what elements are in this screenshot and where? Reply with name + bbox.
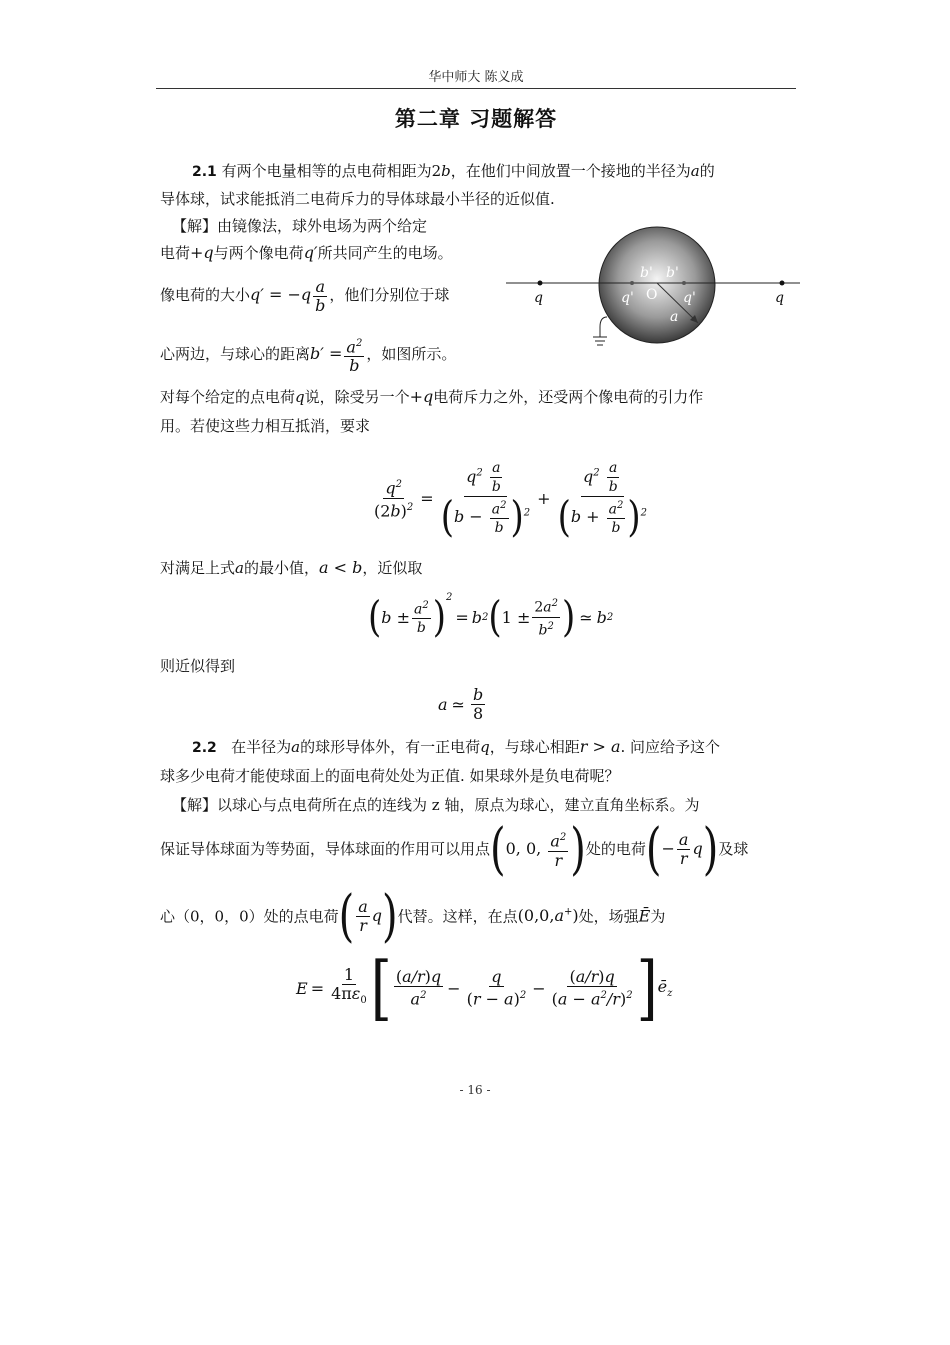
equation-result: a ≃ $\frac{b}{8}$ [438,684,484,723]
label-q-right: q [775,290,784,306]
equation-approximation: ( b ± $\frac{a^2}{b}$ ) $^2$ = b 2 ( 1 ± $\frac{2a^2}{b^2}$ ) ≃ b 2 [368,592,614,642]
image-charge-left-dot [630,281,634,285]
fraction-a-over-b: $\frac{a}{b}$ [315,276,326,315]
charge-left-dot [538,281,543,286]
header-rule [156,88,796,89]
solution-2-1-line7: 对满足上式a的最小值，a < b，近似取 [160,558,423,577]
solution-2-1-line2: 电荷+q与两个像电荷q′所共同产生的电场。 [160,243,453,262]
solution-2-1-line4: 心两边，与球心的距离b′ = $\frac{a^2}{b}$ ，如图所示。 [160,334,456,375]
conductor-sphere [599,227,715,343]
equation-field: E = $\frac{1}{4\pi\varepsilon_0}$ [ $\frac{(a/r)q}{a^2}$ − $\frac{q}{(r - a)^2}$ − $\frac{(a/r)q}{(a - a^2/r)^2}$ ] $ē_z$ [296,946,673,1029]
solution-2-1-line5: 对每个给定的点电荷q说，除受另一个+q电荷斥力之外，还受两个像电荷的引力作 [160,387,704,406]
solution-2-1-line1: 【解】由镜像法，球外电场为两个给定 [172,217,428,235]
problem-2-2-line2: 球多少电荷才能使球面上的面电荷处处为正值. 如果球外是负电荷呢？ [160,767,620,785]
solution-2-1-line3: 像电荷的大小q′ = −q $\frac{a}{b}$ ，他们分别位于球 [160,276,450,315]
solution-2-1-line8: 则近似得到 [160,657,236,675]
solution-2-1-line6: 用。若使这些力相互抵消，要求 [160,417,371,435]
solution-2-2-line1: 【解】以球心与点电荷所在点的连线为 z 轴，原点为球心，建立直角坐标系。为 [172,796,700,814]
label-qprime-left: q' [621,290,634,306]
problem-2-2-line1: 2.2 在半径为a的球形导体外，有一正电荷q，与球心相距r > a. 问应给予这个 [192,737,721,756]
label-bprime-right: b' [666,265,679,281]
label-q-left: q [534,290,543,306]
equation-force-balance: $\frac{q^2}{(2b)^2}$ = $q^2$ $\frac{a}{b}$ (b − $\frac{a^2}{b}$ )$^2$ + $q^2$ $\frac{a}{b}$ (b + $\frac{a^2}{b}$ )$^2$ [374,459,648,542]
charge-right-dot [780,281,785,286]
solution-2-2-line3: 心（0，0，0）处的点电荷( $\frac{a}{r}$ q)代替。这样，在点(0,0,a+)处，场强Ē为 [160,884,666,950]
problem-2-1-line2: 导体球，试求能抵消二电荷斥力的导体球最小半径的近似值. [160,190,555,208]
page-number: - 16 - [459,1083,491,1097]
running-header: 华中师大 陈义成 [428,70,524,85]
image-charge-figure [500,225,810,365]
label-qprime-right: q' [683,290,696,306]
chapter-title: 第二章 习题解答 [394,107,558,131]
image-charge-right-dot [682,281,686,285]
solution-2-2-line2: 保证导体球面为等势面，导体球面的作用可以用点(0, 0, $\frac{a^2}{r}$ )处的电荷(− $\frac{a}{r}$ q)及球 [160,817,749,882]
label-radius-a: a [670,309,679,325]
label-bprime-left: b' [640,265,653,281]
fraction-a2-over-b: $\frac{a^2}{b}$ [344,335,364,375]
ground-wire [600,317,607,337]
problem-2-1-line1: 2.1 有两个电量相等的点电荷相距为2b，在他们中间放置一个接地的半径为a的 [192,162,715,180]
label-origin: O [646,287,658,303]
